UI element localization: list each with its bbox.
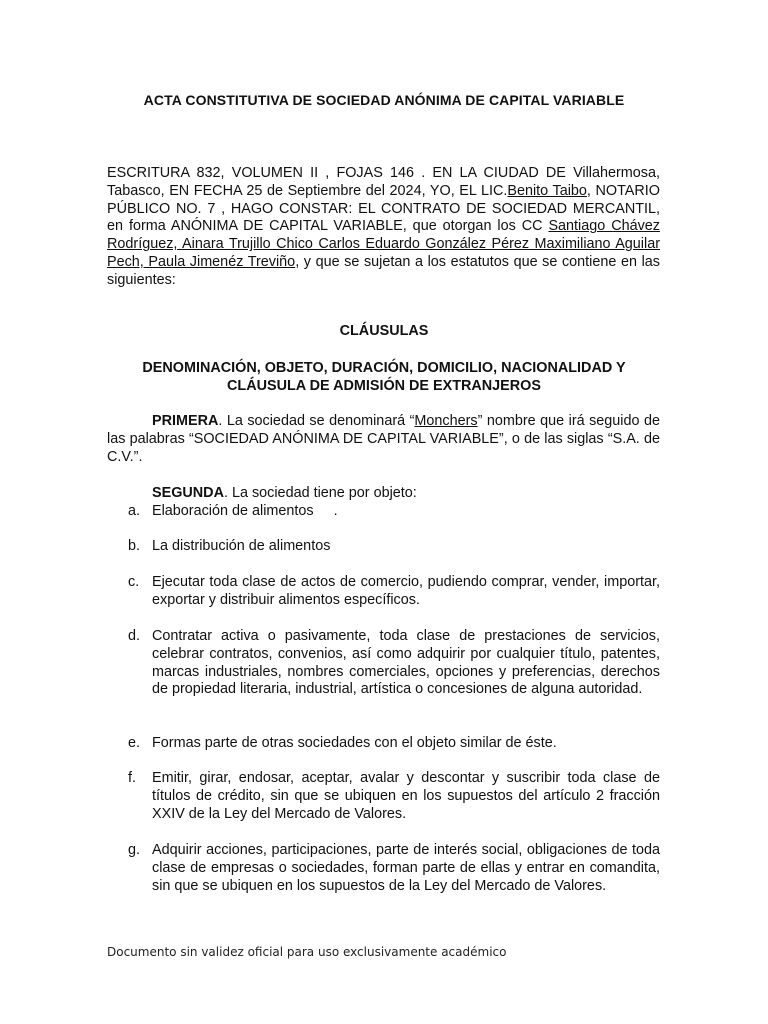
list-item <box>107 735 660 753</box>
clause-primera <box>107 413 660 466</box>
intro-text-3: , y que se sujetan a los estatutos que se contiene en las siguientes: <box>107 253 660 288</box>
document-title: ACTA CONSTITUTIVA DE SOCIEDAD ANÓNIMA DE CAPITAL VARIABLE <box>143 92 625 108</box>
list-item-text: La distribución de alimentos <box>152 538 331 554</box>
clause-segunda <box>152 485 660 503</box>
list-item <box>107 770 660 823</box>
list-item-text: Adquirir acciones, participaciones, parte de interés social, obligaciones de toda clase de empresas o sociedades, forman parte de ellas y entrar en comandita, sin que se ubiquen en los supuestos de la Ley del Mercado de Valores. <box>152 842 660 894</box>
primera-text-1: . La sociedad se denominará “ <box>218 413 415 429</box>
list-item <box>107 538 660 556</box>
list-item-letter: c. <box>128 574 140 590</box>
section-heading-line-1: DENOMINACIÓN, OBJETO, DURACIÓN, DOMICILIO, NACIONALIDAD Y <box>142 360 626 376</box>
list-item-letter: d. <box>128 628 141 644</box>
segunda-text: . La sociedad tiene por objeto: <box>223 485 417 501</box>
company-name: Monchers <box>414 413 478 429</box>
section-heading <box>100 359 668 395</box>
segunda-label: SEGUNDA <box>152 485 224 501</box>
list-item-letter: b. <box>128 538 141 554</box>
list-item <box>107 503 660 521</box>
clausulas-heading: CLÁUSULAS <box>339 323 429 339</box>
intro-text-2: , NOTARIO PÚBLICO NO. 7 , HAGO CONSTAR: EL CONTRATO DE SOCIEDAD MERCANTIL, en forma ANÓNIMA DE CAPITAL VARIABLE, que otorgan los CC <box>107 182 660 235</box>
footer-disclaimer: Documento sin validez oficial para uso exclusivamente académico <box>107 945 507 959</box>
list-item-letter: g. <box>128 842 141 858</box>
notary-name: Benito Taibo <box>507 182 587 199</box>
primera-label: PRIMERA <box>152 413 219 429</box>
list-item <box>107 842 660 895</box>
section-heading-line-2: CLÁUSULA DE ADMISIÓN DE EXTRANJEROS <box>227 378 541 394</box>
list-item-letter: a. <box>128 503 141 519</box>
list-item <box>107 574 660 610</box>
list-item-letter: f. <box>128 770 136 786</box>
list-item-text: Emitir, girar, endosar, aceptar, avalar y descontar y suscribir toda clase de títulos de crédito, sin que se ubiquen en los supuestos del artículo 2 fracción XXIV de la Ley del Mercado de Valores. <box>152 770 660 822</box>
intro-text-1: ESCRITURA 832, VOLUMEN II , FOJAS 146 . EN LA CIUDAD DE Villahermosa, Tabasco, EN FECHA 25 de Septiembre del 2024, YO, EL LIC. <box>107 165 660 199</box>
partners-names: Santiago Chávez Rodríguez, Ainara Trujillo Chico Carlos Eduardo González Pérez Maximiliano Aguilar Pech, Paula Jimenéz Treviño <box>107 218 660 270</box>
list-item-text: Formas parte de otras sociedades con el objeto similar de éste. <box>152 735 557 751</box>
intro-paragraph <box>107 165 660 290</box>
list-item-text: Contratar activa o pasivamente, toda clase de prestaciones de servicios, celebrar contratos, convenios, así como adquirir por cualquier título, patentes, marcas industriales, nombres comerciales, opciones y preferencias, derechos de propiedad literaria, industrial, artística o concesiones de alguna autoridad. <box>152 628 660 698</box>
list-item <box>107 628 660 699</box>
primera-text-2: ” nombre que irá seguido de las palabras “SOCIEDAD ANÓNIMA DE CAPITAL VARIABLE”, o de las siglas “S.A. de C.V.”. <box>107 413 660 465</box>
list-item-text: Elaboración de alimentos . <box>152 503 338 519</box>
list-item-text: Ejecutar toda clase de actos de comercio, pudiendo comprar, vender, importar, exportar y distribuir alimentos específicos. <box>152 574 660 608</box>
list-item-letter: e. <box>128 735 141 751</box>
